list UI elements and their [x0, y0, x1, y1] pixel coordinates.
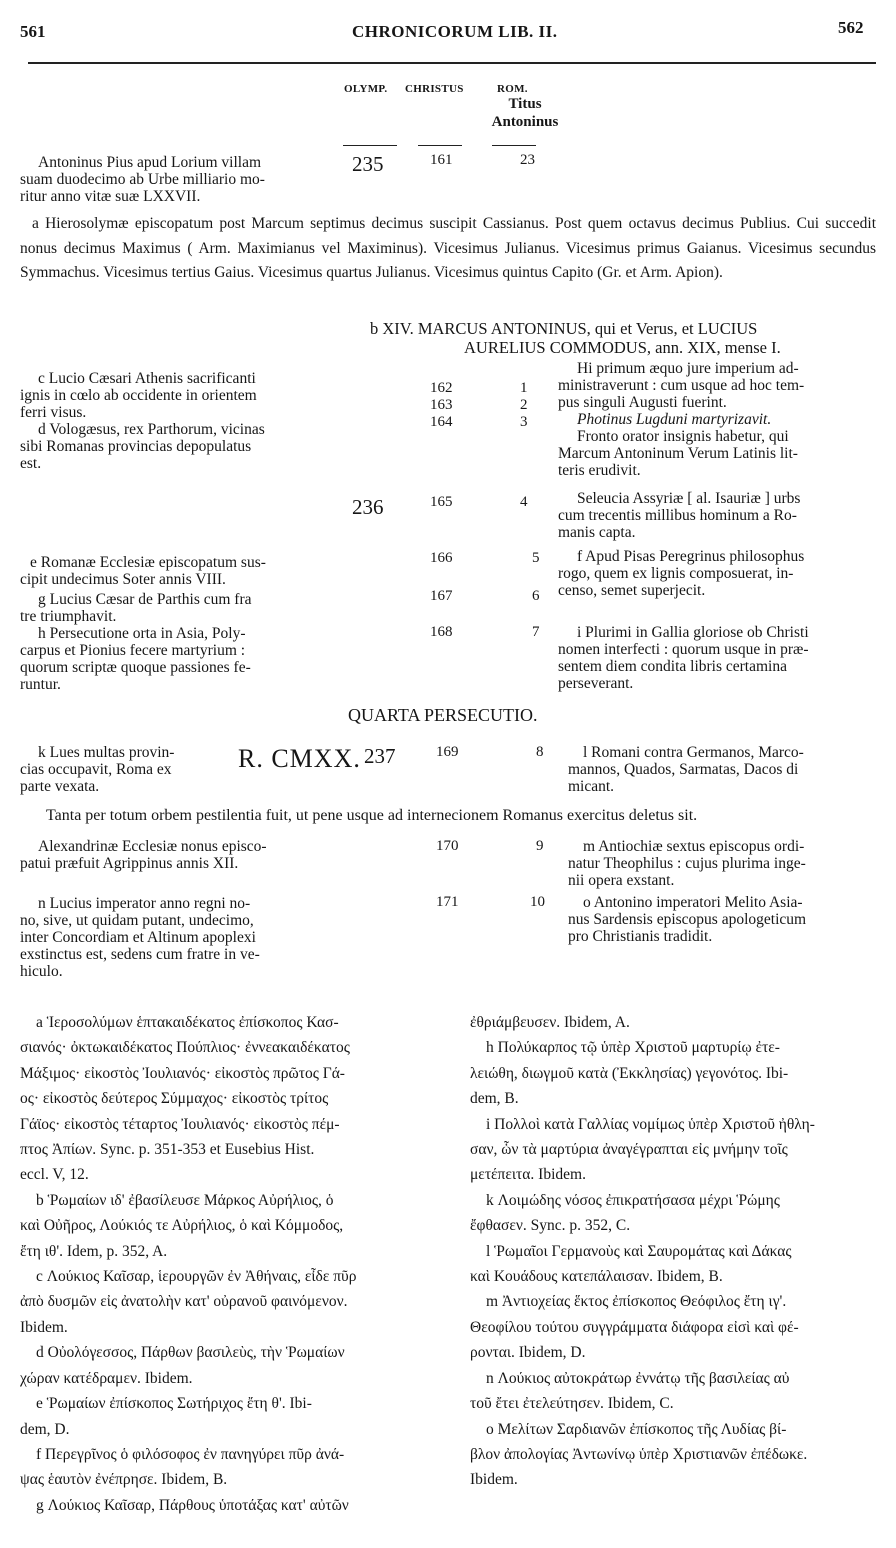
olymp-number: 237	[364, 744, 396, 768]
note-i-line: sentem diem condita libris certamina	[558, 658, 787, 675]
greek-note-line: dem, B.	[470, 1090, 519, 1108]
note-h-line: carpus et Pionius fecere martyrium :	[20, 642, 246, 659]
rom-year: 4	[520, 494, 528, 510]
note-d-line: est.	[20, 455, 42, 472]
christus-year: 165	[430, 494, 453, 510]
entry-k-line: parte vexata.	[20, 778, 100, 795]
greek-note-line: ἐθριάμβευσεν. Ibidem, A.	[470, 1014, 630, 1031]
olymp-number: 236	[352, 495, 384, 519]
note-h-line: runtur.	[20, 676, 61, 693]
note-c-line: c Lucio Cæsari Athenis sacrificanti	[38, 370, 256, 387]
rom-year: 9	[536, 838, 544, 854]
note-right-line: teris erudivit.	[558, 462, 641, 479]
greek-note-line: eccl. V, 12.	[20, 1166, 89, 1184]
christus-year: 161	[430, 152, 453, 168]
greek-note-line: f Περεγρῖνος ὁ φιλόσοφος ἐν πανηγύρει πῦρ ἀνά-	[36, 1445, 345, 1463]
note-c-line: ignis in cœlo ab occidente in orientem	[20, 387, 257, 404]
christus-year: 168	[430, 624, 453, 640]
note-l-line: l Romani contra Germanos, Marco-	[583, 744, 804, 761]
christus-year: 164	[430, 414, 453, 430]
roman-year-mark: R. CMXX.	[238, 744, 361, 773]
note-h-line: h Persecutione orta in Asia, Poly-	[38, 625, 246, 642]
note-f-line: f Apud Pisas Peregrinus philosophus	[577, 548, 805, 565]
section-heading: QUARTA PERSECUTIO.	[348, 705, 538, 725]
note-right-line: pus singuli Augusti fuerint.	[558, 394, 727, 411]
note-i-line: nomen interfecti : quorum usque in præ-	[558, 641, 809, 658]
greek-note-line: καὶ Κουάδους κατεπάλαισαν. Ibidem, B.	[470, 1268, 723, 1286]
greek-note-line: c Λούκιος Καῖσαρ, ἱερουργῶν ἐν Ἀθήναις, εἶδε πῦρ	[36, 1268, 357, 1286]
greek-note-line: i Πολλοὶ κατὰ Γαλλίας νομίμως ὑπὲρ Χριστοῦ ἠθλη-	[486, 1115, 815, 1133]
paragraph-a: a Hierosolymæ episcopatum post Marcum septimus decimus suscipit Cassianus. Post quem octavus decimus Publius. Cui succedit nonus decimus Maximus ( Arm. Maximianus vel Maximinus). Vicesimus Julianus. Vicesimus primus Gaianus. Vicesimus secundus Symmachus. Vicesimus tertius Gaius. Vicesimus quartus Julianus. Vicesimus quintus Capito (Gr. et Arm. Apion).	[20, 215, 876, 281]
rom-year: 6	[532, 588, 540, 604]
christus-year: 166	[430, 550, 453, 566]
greek-note-line: πτος Ἀπίων. Sync. p. 351-353 et Eusebius Hist.	[20, 1141, 315, 1159]
note-m-line: nii opera exstant.	[568, 872, 675, 889]
christus-year: 169	[436, 744, 459, 760]
col-rom: ROM.	[497, 83, 528, 95]
reign-heading-line1: b XIV. MARCUS ANTONINUS, qui et Verus, et LUCIUS	[370, 319, 758, 338]
note-right-line: Marcum Antoninum Verum Latinis lit-	[558, 445, 798, 462]
rom-year: 5	[532, 550, 540, 566]
rom-year: 2	[520, 397, 528, 413]
note-e-line: e Romanæ Ecclesiæ episcopatum sus-	[30, 554, 266, 571]
note-right-line: Photinus Lugduni martyrizavit.	[577, 411, 772, 428]
right-page-number: 562	[838, 18, 864, 37]
greek-note-line: λειώθη, διωγμοῦ κατὰ (Ἐκκλησίας) γεγονότος. Ibi-	[470, 1064, 789, 1082]
rom-year: 8	[536, 744, 544, 760]
greek-note-line: Ibidem.	[470, 1471, 518, 1489]
christus-year: 171	[436, 894, 459, 910]
greek-note-line: h Πολύκαρπος τῷ ὑπὲρ Χριστοῦ μαρτυρίῳ ἐτε-	[486, 1039, 780, 1057]
christus-year: 167	[430, 588, 453, 604]
rom-year: 10	[530, 894, 545, 910]
greek-note-line: Θεοφίλου τούτου συγγράμματα διάφορα εἰσὶ καὶ φέ-	[470, 1318, 799, 1336]
olymp-number: 235	[352, 152, 384, 176]
rom-year: 7	[532, 624, 540, 640]
header-rule	[28, 62, 876, 64]
entry-antoninus-line: ritur anno vitæ suæ LXXVII.	[20, 188, 201, 205]
greek-note-line: e Ῥωμαίων ἐπίσκοπος Σωτήριχος ἔτη θ'. Ibi-	[36, 1395, 312, 1413]
tanta-line: Tanta per totum orbem pestilentia fuit, ut pene usque ad internecionem Romanus exercitus deletus sit.	[46, 807, 698, 824]
col-rule-christus	[418, 145, 462, 146]
note-right-line: manis capta.	[558, 524, 636, 541]
christus-year: 163	[430, 397, 453, 413]
note-right-line: cum trecentis millibus hominum a Ro-	[558, 507, 797, 524]
entry-alex-line: patui præfuit Agrippinus annis XII.	[20, 855, 239, 872]
greek-notes-right	[470, 1010, 880, 1493]
note-o-line: pro Christianis tradidit.	[568, 928, 713, 945]
running-title: CHRONICORUM LIB. II.	[352, 22, 558, 41]
note-f-line: censo, semet superjecit.	[558, 582, 706, 599]
entry-n-line: exstinctus est, sedens cum fratre in ve-	[20, 946, 260, 963]
entry-n-line: no, sive, ut quidam putant, undecimo,	[20, 912, 254, 929]
col-rule-rom	[492, 145, 536, 146]
greek-note-line: ος· εἰκοστὸς δεύτερος Σύμμαχος· εἰκοστὸς τρίτος	[20, 1090, 329, 1108]
greek-note-line: Ibidem.	[20, 1318, 68, 1336]
greek-note-line: βλον ἀπολογίας Ἀντωνίνῳ ὑπὲρ Χριστιανῶν ἐπέδωκε.	[470, 1445, 808, 1463]
note-f-line: rogo, quem ex lignis composuerat, in-	[558, 565, 794, 582]
entry-n-line: inter Concordiam et Altinum apoplexi	[20, 929, 256, 946]
col-olymp: OLYMP.	[344, 83, 388, 95]
entry-k-line: cias occupavit, Roma ex	[20, 761, 172, 778]
note-right-line: Hi primum æquo jure imperium ad-	[577, 360, 799, 377]
greek-note-line: k Λοιμώδης νόσος ἐπικρατήσασα μέχρι Ῥώμης	[486, 1191, 780, 1209]
christus-year: 170	[436, 838, 459, 854]
greek-notes-left	[20, 1010, 454, 1518]
greek-note-line: dem, D.	[20, 1420, 70, 1438]
greek-note-line: ρονται. Ibidem, D.	[470, 1344, 586, 1362]
greek-note-line: χώραν κατέδραμεν. Ibidem.	[20, 1369, 193, 1387]
note-e-line: cipit undecimus Soter annis VIII.	[20, 571, 226, 588]
greek-note-line: l Ῥωμαῖοι Γερμανοὺς καὶ Σαυρομάτας καὶ Δάκας	[486, 1242, 792, 1260]
greek-note-line: n Λούκιος αὐτοκράτωρ ἐννάτῳ τῆς βασιλείας αὐ	[486, 1369, 790, 1387]
note-o-line: o Antonino imperatori Melito Asia-	[583, 894, 803, 911]
entry-antoninus-line: suam duodecimo ab Urbe milliario mo-	[20, 171, 265, 188]
note-l-line: micant.	[568, 778, 615, 795]
note-m-line: natur Theophilus : cujus plurima inge-	[568, 855, 806, 872]
note-g-line: tre triumphavit.	[20, 608, 117, 625]
rom-year: 1	[520, 380, 528, 396]
greek-note-line: μετέπειτα. Ibidem.	[470, 1166, 586, 1184]
col-rom-titus: Titus	[508, 96, 542, 112]
greek-note-line: Μάξιμος· εἰκοστὸς Ἰουλιανός· εἰκοστὸς πρῶτος Γά-	[20, 1064, 345, 1082]
greek-note-line: τοῦ ἔτει ἐτελεύτησεν. Ibidem, C.	[470, 1395, 674, 1413]
note-l-line: mannos, Quados, Sarmatas, Dacos di	[568, 761, 799, 778]
col-rule-olymp	[343, 145, 397, 146]
col-rom-antoninus: Antoninus	[491, 114, 559, 130]
note-m-line: m Antiochiæ sextus episcopus ordi-	[583, 838, 805, 855]
entry-k-line: k Lues multas provin-	[38, 744, 175, 761]
note-o-line: nus Sardensis episcopus apologeticum	[568, 911, 807, 928]
greek-note-line: o Μελίτων Σαρδιανῶν ἐπίσκοπος τῆς Λυδίας βί-	[486, 1420, 787, 1438]
entry-antoninus-line: Antoninus Pius apud Lorium villam	[38, 154, 262, 171]
note-right-line: Seleucia Assyriæ [ al. Isauriæ ] urbs	[577, 490, 801, 507]
greek-note-line: m Ἀντιοχείας ἕκτος ἐπίσκοπος Θεόφιλος ἔτη ιγ'.	[486, 1293, 787, 1311]
rom-year: 3	[520, 414, 528, 430]
rom-year: 23	[520, 152, 535, 168]
entry-n-line: hiculo.	[20, 963, 63, 980]
greek-note-line: a Ἱεροσολύμων ἑπτακαιδέκατος ἐπίσκοπος Κασ-	[36, 1014, 339, 1031]
greek-note-line: g Λούκιος Καῖσαρ, Πάρθους ὑποτάξας κατ' αὐτῶν	[36, 1496, 349, 1514]
note-i-line: perseverant.	[558, 675, 634, 692]
greek-note-line: b Ῥωμαίων ιδ' ἐβασίλευσε Μάρκος Αὐρήλιος, ὁ	[36, 1191, 334, 1209]
note-right-line: Fronto orator insignis habetur, qui	[577, 428, 789, 445]
entry-n-line: n Lucius imperator anno regni no-	[38, 895, 251, 912]
greek-note-line: σιανός· ὀκτωκαιδέκατος Πούπλιος· ἐννεακαιδέκατος	[20, 1039, 350, 1057]
note-c-line: ferri visus.	[20, 404, 87, 421]
greek-note-line: Γάϊος· εἰκοστὸς τέταρτος Ἰουλιανός· εἰκοστὸς πέμ-	[20, 1115, 340, 1133]
greek-note-line: καὶ Οὐῆρος, Λούκιός τε Αὐρήλιος, ὁ καὶ Κόμμοδος,	[20, 1217, 344, 1235]
greek-note-line: ἔτη ιθ'. Idem, p. 352, A.	[20, 1242, 168, 1260]
greek-note-line: ἀπὸ δυσμῶν εἰς ἀνατολὴν κατ' οὐρανοῦ φαινόμενον.	[20, 1293, 348, 1311]
col-christus: CHRISTUS	[405, 83, 464, 95]
greek-note-line: σαν, ὧν τὰ μαρτύρια ἀναγέγραπται εἰς μνήμην τοῖς	[470, 1141, 788, 1159]
note-d-line: d Vologæsus, rex Parthorum, vicinas	[38, 421, 265, 438]
note-i-line: i Plurimi in Gallia gloriose ob Christi	[577, 624, 809, 641]
greek-note-line: ψας ἑαυτὸν ἐνέπρησε. Ibidem, B.	[20, 1471, 228, 1489]
note-g-line: g Lucius Cæsar de Parthis cum fra	[38, 591, 252, 608]
reign-heading-line2: AURELIUS COMMODUS, ann. XIX, mense I.	[464, 338, 781, 357]
christus-year: 162	[430, 380, 453, 396]
left-page-number: 561	[20, 22, 46, 41]
note-right-line: ministraverunt : cum usque ad hoc tem-	[558, 377, 805, 394]
greek-note-line: ἔφθασεν. Sync. p. 352, C.	[470, 1217, 631, 1235]
entry-alex-line: Alexandrinæ Ecclesiæ nonus episco-	[38, 838, 267, 855]
greek-note-line: d Οὐολόγεσσος, Πάρθων βασιλεὺς, τὴν Ῥωμαίων	[36, 1344, 345, 1362]
note-d-line: sibi Romanas provincias depopulatus	[20, 438, 252, 455]
note-h-line: quorum scriptæ quoque passiones fe-	[20, 659, 251, 676]
